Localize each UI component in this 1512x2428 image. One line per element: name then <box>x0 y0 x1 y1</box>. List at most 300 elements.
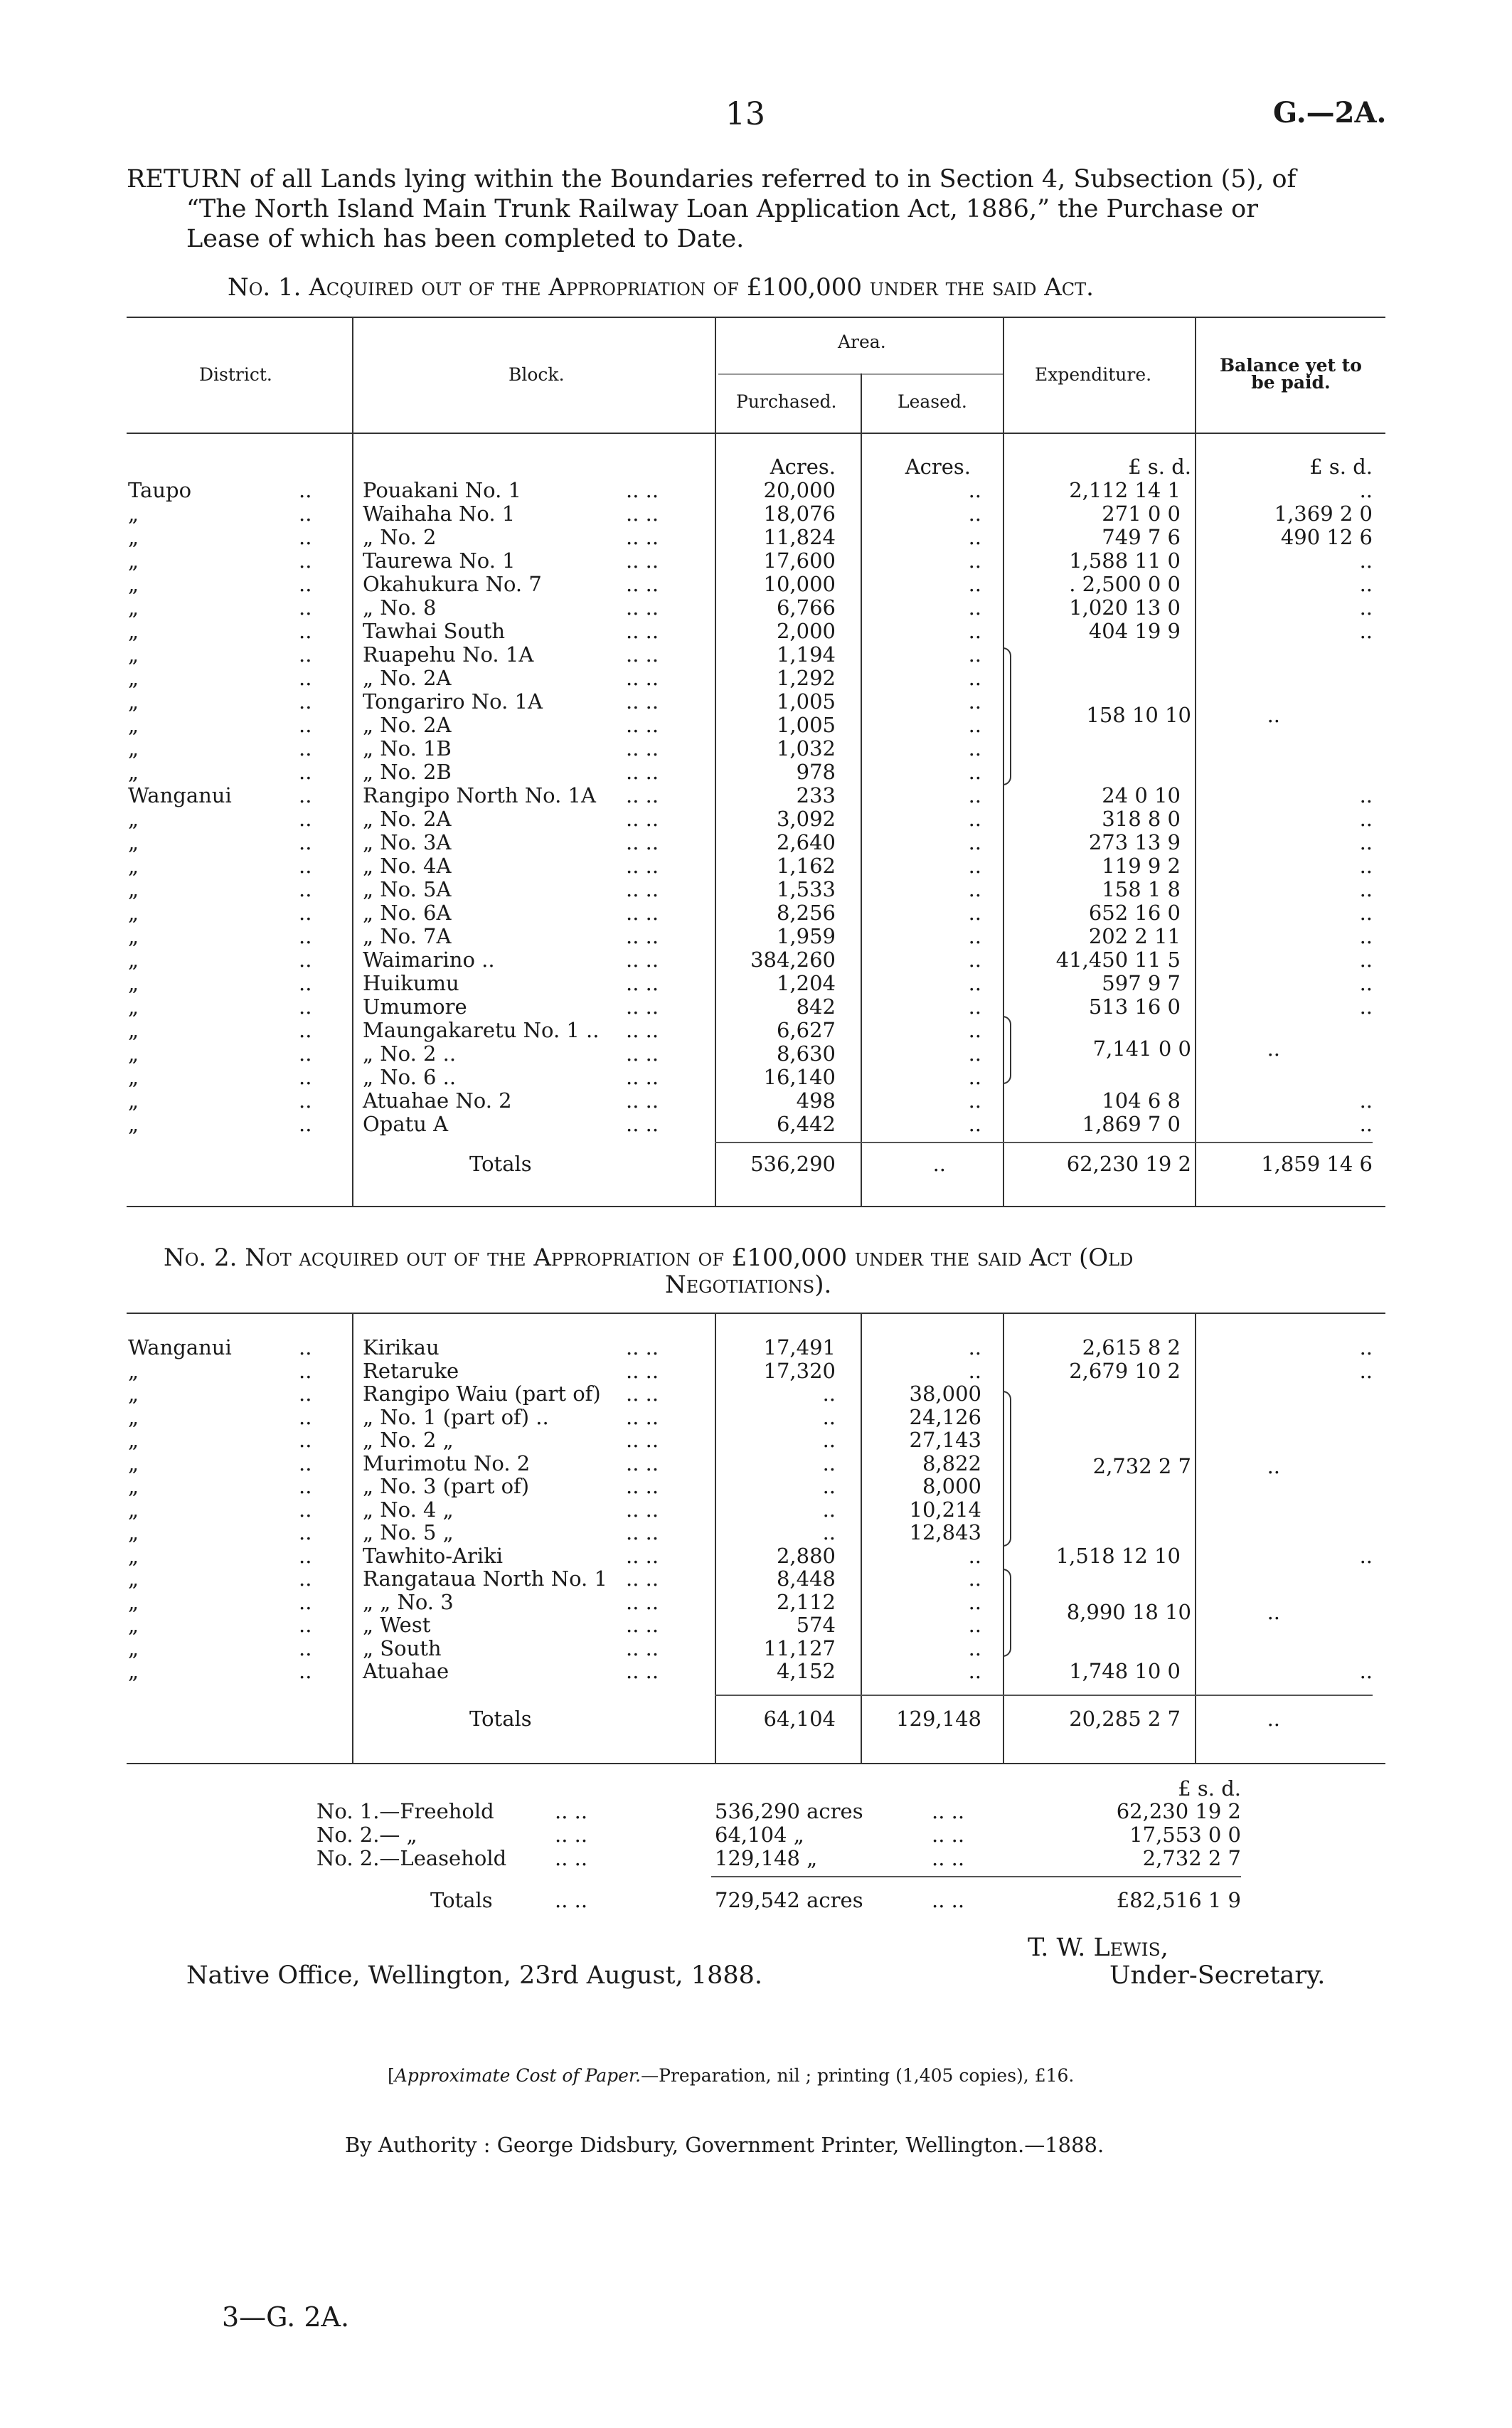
summary-label: No. 2.— „ <box>316 1823 417 1847</box>
cell-purchased: 8,256 <box>776 901 836 925</box>
cell-purchased: 1,005 <box>776 713 836 737</box>
leader-dots: .. .. <box>932 1823 965 1847</box>
cell-purchased: 2,000 <box>776 619 836 643</box>
cell-leased: .. <box>968 1659 981 1683</box>
cell-leased: .. <box>968 1112 981 1136</box>
leader-dots: .. .. <box>626 971 659 995</box>
cell-leased: 38,000 <box>909 1382 981 1406</box>
page-number: 13 <box>725 96 765 132</box>
leader-dots: .. .. <box>626 1088 659 1113</box>
leader-dots: .. <box>299 901 312 925</box>
cell-balance: .. <box>1359 901 1373 925</box>
cell-balance: .. <box>1359 1659 1373 1683</box>
table1-row <box>0 479 1512 502</box>
leader-dots: .. .. <box>626 1041 659 1066</box>
leader-dots: .. <box>299 572 312 596</box>
leader-dots: .. <box>299 1543 312 1568</box>
cell-district: „ <box>128 548 139 573</box>
cell-leased: .. <box>968 783 981 807</box>
cell-leased: 10,214 <box>909 1497 981 1522</box>
leader-dots: .. <box>299 1520 312 1544</box>
leader-dots: .. .. <box>626 1659 659 1683</box>
table2-row <box>0 1498 1512 1522</box>
group-expenditure: 7,141 0 0 <box>1092 1037 1191 1061</box>
table1-row <box>0 1113 1512 1136</box>
cell-balance: 490 12 6 <box>1280 525 1373 549</box>
cell-district: „ <box>128 1659 139 1683</box>
leader-dots: .. .. <box>626 1018 659 1042</box>
cell-block: „ No. 2B <box>363 760 452 784</box>
summary-acres: 536,290 acres <box>715 1799 863 1823</box>
cell-block: „ No. 2 <box>363 525 437 549</box>
cell-purchased: .. <box>822 1428 836 1452</box>
cell-block: „ No. 3 (part of) <box>363 1474 530 1498</box>
totals-leased: 129,148 <box>896 1707 981 1731</box>
cell-district: „ <box>128 995 139 1019</box>
cell-expenditure: 1,020 13 0 <box>1069 595 1181 620</box>
cell-block: Umumore <box>363 995 467 1019</box>
leader-dots: .. .. <box>626 572 659 596</box>
table1-top-rule <box>127 317 1385 318</box>
cell-purchased: 17,320 <box>763 1358 836 1383</box>
cell-purchased: 2,640 <box>776 830 836 854</box>
cell-purchased: 6,766 <box>776 595 836 620</box>
cell-leased: 27,143 <box>909 1428 981 1452</box>
cell-district: „ <box>128 595 139 620</box>
leader-dots: .. <box>299 1474 312 1498</box>
leader-dots: .. .. <box>626 1404 659 1429</box>
table1-row <box>0 620 1512 643</box>
title-line-2: “The North Island Main Trunk Railway Loan Application Act, 1886,” the Purchase or <box>186 195 1258 223</box>
leader-dots: .. .. <box>555 1799 588 1823</box>
cell-leased: 24,126 <box>909 1404 981 1429</box>
leader-dots: .. <box>299 1112 312 1136</box>
table2-row <box>0 1382 1512 1406</box>
leader-dots: .. .. <box>626 877 659 901</box>
cell-district: „ <box>128 901 139 925</box>
cell-block: Tawhai South <box>363 619 505 643</box>
summary-rule <box>711 1876 1241 1877</box>
title-line-3: Lease of which has been completed to Date. <box>186 225 745 253</box>
cell-expenditure: 119 9 2 <box>1102 854 1181 878</box>
summary-row <box>0 1847 1512 1870</box>
leader-dots: .. .. <box>626 525 659 549</box>
cell-block: Pouakani No. 1 <box>363 478 522 502</box>
leader-dots: .. <box>299 1636 312 1660</box>
cell-block: Waimarino .. <box>363 948 495 972</box>
leader-dots: .. <box>299 1659 312 1683</box>
cell-leased: .. <box>968 854 981 878</box>
table1-row <box>0 925 1512 948</box>
leader-dots: .. <box>299 1451 312 1475</box>
cell-purchased: 1,194 <box>776 642 836 667</box>
table1-row <box>0 784 1512 807</box>
cell-expenditure: 513 16 0 <box>1088 995 1181 1019</box>
table1-row <box>0 526 1512 549</box>
leader-dots: .. <box>299 548 312 573</box>
cell-district: „ <box>128 713 139 737</box>
leader-dots: .. .. <box>626 854 659 878</box>
cell-district: „ <box>128 1428 139 1452</box>
summary-row <box>0 1823 1512 1847</box>
totals-expenditure: 20,285 2 7 <box>1069 1707 1181 1731</box>
cell-block: „ No. 2 „ <box>363 1428 454 1452</box>
cell-purchased: .. <box>822 1474 836 1498</box>
cell-leased: 8,000 <box>922 1474 981 1498</box>
table2-top-rule <box>127 1313 1385 1314</box>
table1-row <box>0 502 1512 526</box>
section-2-title-l1: No. 2. Not acquired out of the Appropriation of £100,000 under the said Act (Old <box>164 1244 1134 1272</box>
cell-block: „ No. 8 <box>363 595 437 620</box>
cell-expenditure: 202 2 11 <box>1088 924 1181 948</box>
cell-purchased: 20,000 <box>763 478 836 502</box>
cell-purchased: 8,448 <box>776 1566 836 1591</box>
cell-district: „ <box>128 1566 139 1591</box>
leader-dots: .. .. <box>626 736 659 760</box>
cell-expenditure: 318 8 0 <box>1102 807 1181 831</box>
title-line-1: RETURN of all Lands lying within the Boundaries referred to in Section 4, Subsection (5), of <box>127 165 1297 194</box>
unit-acres-purchased: Acres. <box>770 455 836 479</box>
sheet-mark: 3—G. 2A. <box>222 2301 350 2333</box>
table2-row <box>0 1637 1512 1660</box>
summary-totals-amount: £82,516 1 9 <box>1116 1888 1241 1912</box>
leader-dots: .. .. <box>626 1065 659 1089</box>
leader-dots: .. <box>299 1497 312 1522</box>
cell-balance: .. <box>1359 924 1373 948</box>
cell-purchased: 11,127 <box>763 1636 836 1660</box>
cell-block: „ South <box>363 1636 442 1660</box>
leader-dots: .. <box>299 971 312 995</box>
leader-dots: .. .. <box>626 478 659 502</box>
cell-district: „ <box>128 854 139 878</box>
table1-row <box>0 807 1512 831</box>
cell-leased: .. <box>968 1018 981 1042</box>
cell-leased: .. <box>968 548 981 573</box>
leader-dots: .. <box>299 478 312 502</box>
leader-dots: .. <box>299 525 312 549</box>
cell-district: Wanganui <box>128 1335 232 1359</box>
cell-leased: .. <box>968 1358 981 1383</box>
leader-dots: .. <box>299 924 312 948</box>
leader-dots: .. <box>299 1335 312 1359</box>
cell-purchased: 18,076 <box>763 502 836 526</box>
leader-dots: .. <box>299 666 312 690</box>
summary-row <box>0 1800 1512 1823</box>
group-expenditure: 2,732 2 7 <box>1092 1454 1191 1478</box>
leader-dots: .. <box>299 1404 312 1429</box>
cell-purchased: 1,533 <box>776 877 836 901</box>
cell-block: Taurewa No. 1 <box>363 548 516 573</box>
cell-leased: .. <box>968 760 981 784</box>
cell-leased: .. <box>968 1543 981 1568</box>
table2-row <box>0 1544 1512 1568</box>
leader-dots: .. .. <box>626 948 659 972</box>
col-header-expenditure: Expenditure. <box>1035 364 1152 385</box>
cell-expenditure: 273 13 9 <box>1088 830 1181 854</box>
cell-purchased: 1,292 <box>776 666 836 690</box>
group-balance: .. <box>1267 703 1280 727</box>
cell-block: Atuahae <box>363 1659 449 1683</box>
leader-dots: .. .. <box>626 1543 659 1568</box>
cell-balance: .. <box>1359 807 1373 831</box>
summary-totals-label: Totals <box>430 1888 493 1912</box>
cell-block: „ „ No. 3 <box>363 1589 454 1614</box>
summary-label: No. 1.—Freehold <box>316 1799 494 1823</box>
section-1-title: No. 1. Acquired out of the Appropriation of £100,000 under the said Act. <box>228 273 1094 302</box>
cell-balance: .. <box>1359 877 1373 901</box>
cell-leased: 12,843 <box>909 1520 981 1544</box>
cell-expenditure: 2,615 8 2 <box>1082 1335 1181 1359</box>
cell-district: „ <box>128 1474 139 1498</box>
cell-block: „ No. 2A <box>363 713 452 737</box>
leader-dots: .. .. <box>626 713 659 737</box>
col-header-leased: Leased. <box>898 391 967 412</box>
table2-group-1 <box>0 1455 1512 1478</box>
table2-row <box>0 1336 1512 1359</box>
leader-dots: .. <box>299 995 312 1019</box>
leader-dots: .. .. <box>626 595 659 620</box>
totals-expenditure: 62,230 19 2 <box>1066 1152 1191 1176</box>
leader-dots: .. <box>299 1382 312 1406</box>
cell-block: Tongariro No. 1A <box>363 689 543 714</box>
table1-row <box>0 948 1512 972</box>
cell-district: „ <box>128 877 139 901</box>
leader-dots: .. .. <box>626 1474 659 1498</box>
cell-balance: .. <box>1359 995 1373 1019</box>
cell-purchased: 6,627 <box>776 1018 836 1042</box>
col-header-district: District. <box>199 364 272 385</box>
group-expenditure: 8,990 18 10 <box>1066 1600 1191 1624</box>
cost-bracket: [ <box>388 2065 395 2086</box>
cell-leased: .. <box>968 995 981 1019</box>
col-header-area: Area. <box>838 332 886 352</box>
unit-money-expenditure: £ s. d. <box>1128 455 1191 479</box>
cost-note <box>388 2065 1074 2086</box>
cell-block: Rangataua North No. 1 <box>363 1566 607 1591</box>
cell-block: Maungakaretu No. 1 .. <box>363 1018 600 1042</box>
cell-district: „ <box>128 1520 139 1544</box>
cost-note-italic: Approximate Cost of Paper. <box>394 2065 641 2086</box>
cell-purchased: 1,204 <box>776 971 836 995</box>
cell-district: „ <box>128 1041 139 1066</box>
cell-expenditure: 749 7 6 <box>1102 525 1181 549</box>
cell-purchased: 17,600 <box>763 548 836 573</box>
table1-bottom-rule <box>127 1206 1385 1207</box>
leader-dots: .. .. <box>555 1846 588 1870</box>
cell-purchased: 498 <box>796 1088 836 1113</box>
leader-dots: .. <box>299 619 312 643</box>
cell-block: „ No. 5 „ <box>363 1520 454 1544</box>
cell-expenditure: 597 9 7 <box>1102 971 1181 995</box>
cell-leased: .. <box>968 478 981 502</box>
leader-dots: .. <box>299 502 312 526</box>
table1-totals-row <box>0 1152 1512 1176</box>
leader-dots: .. .. <box>626 548 659 573</box>
summary-dots: .. .. <box>932 1888 965 1912</box>
leader-dots: .. .. <box>626 1589 659 1614</box>
cell-purchased: .. <box>822 1404 836 1429</box>
table1-row <box>0 760 1512 784</box>
cell-purchased: 11,824 <box>763 525 836 549</box>
leader-dots: .. .. <box>932 1799 965 1823</box>
cell-purchased: 1,032 <box>776 736 836 760</box>
leader-dots: .. .. <box>626 502 659 526</box>
cell-leased: .. <box>968 1636 981 1660</box>
cell-balance: .. <box>1359 595 1373 620</box>
cell-expenditure: 404 19 9 <box>1088 619 1181 643</box>
cell-block: „ West <box>363 1613 431 1637</box>
cell-expenditure: 1,748 10 0 <box>1069 1659 1181 1683</box>
leader-dots: .. <box>299 877 312 901</box>
cell-district: „ <box>128 1613 139 1637</box>
cell-block: „ No. 1 (part of) .. <box>363 1404 549 1429</box>
leader-dots: .. .. <box>626 666 659 690</box>
cell-leased: .. <box>968 1088 981 1113</box>
cell-expenditure: 271 0 0 <box>1102 502 1181 526</box>
unit-acres-leased: Acres. <box>905 455 971 479</box>
totals-balance: .. <box>1267 1707 1280 1731</box>
cell-district: „ <box>128 619 139 643</box>
cell-purchased: 6,442 <box>776 1112 836 1136</box>
cell-block: „ No. 4A <box>363 854 452 878</box>
table1-row <box>0 831 1512 854</box>
cell-balance: .. <box>1359 1543 1373 1568</box>
leader-dots: .. .. <box>626 901 659 925</box>
cell-balance: .. <box>1359 971 1373 995</box>
leader-dots: .. .. <box>626 1520 659 1544</box>
cell-purchased: 2,112 <box>776 1589 836 1614</box>
cell-leased: .. <box>968 666 981 690</box>
summary-amount: 62,230 19 2 <box>1116 1799 1241 1823</box>
cell-leased: .. <box>968 502 981 526</box>
cell-district: Wanganui <box>128 783 232 807</box>
totals-purchased: 64,104 <box>763 1707 836 1731</box>
leader-dots: .. <box>299 736 312 760</box>
leader-dots: .. <box>299 1428 312 1452</box>
leader-dots: .. <box>299 1566 312 1591</box>
leader-dots: .. <box>299 713 312 737</box>
leader-dots: .. .. <box>626 995 659 1019</box>
cell-block: „ No. 7A <box>363 924 452 948</box>
table1-row <box>0 901 1512 925</box>
signature-title: Under-Secretary. <box>1109 1961 1326 1990</box>
cell-block: Kirikau <box>363 1335 440 1359</box>
leader-dots: .. <box>299 948 312 972</box>
cell-purchased: 4,152 <box>776 1659 836 1683</box>
signature-place-date: Native Office, Wellington, 23rd August, 1888. <box>186 1961 763 1990</box>
table1-row <box>0 972 1512 995</box>
cell-district: „ <box>128 1589 139 1614</box>
leader-dots: .. .. <box>626 1497 659 1522</box>
totals-label: Totals <box>469 1707 532 1731</box>
cell-expenditure: 652 16 0 <box>1088 901 1181 925</box>
leader-dots: .. <box>299 807 312 831</box>
table1-row <box>0 1089 1512 1113</box>
totals-label: Totals <box>469 1152 532 1176</box>
cell-balance: .. <box>1359 1112 1373 1136</box>
cell-block: Murimotu No. 2 <box>363 1451 531 1475</box>
cell-district: „ <box>128 807 139 831</box>
cell-block: Okahukura No. 7 <box>363 572 542 596</box>
leader-dots: .. .. <box>555 1823 588 1847</box>
cell-purchased: .. <box>822 1520 836 1544</box>
cell-district: „ <box>128 1065 139 1089</box>
leader-dots: .. .. <box>626 760 659 784</box>
summary-amount: 2,732 2 7 <box>1142 1846 1241 1870</box>
cost-note-rest: —Preparation, nil ; printing (1,405 copies), £16. <box>641 2065 1075 2086</box>
totals-balance: 1,859 14 6 <box>1261 1152 1373 1176</box>
cell-block: „ No. 2 .. <box>363 1041 457 1066</box>
leader-dots: .. <box>299 1358 312 1383</box>
leader-dots: .. <box>299 1018 312 1042</box>
authority-line: By Authority : George Didsbury, Government Printer, Wellington.—1888. <box>345 2133 1104 2157</box>
cell-district: „ <box>128 1497 139 1522</box>
col-header-block: Block. <box>509 364 565 385</box>
table2-row <box>0 1359 1512 1383</box>
table2-group-2 <box>0 1601 1512 1624</box>
document-code: G.—2A. <box>1273 96 1387 129</box>
cell-district: „ <box>128 1018 139 1042</box>
table1-row <box>0 667 1512 690</box>
table1-row <box>0 596 1512 620</box>
leader-dots: .. .. <box>626 1382 659 1406</box>
cell-balance: .. <box>1359 1358 1373 1383</box>
cell-purchased: 16,140 <box>763 1065 836 1089</box>
cell-expenditure: 1,588 11 0 <box>1069 548 1181 573</box>
cell-district: „ <box>128 1358 139 1383</box>
leader-dots: .. <box>299 1589 312 1614</box>
leader-dots: .. .. <box>932 1846 965 1870</box>
leader-dots: .. <box>299 1041 312 1066</box>
leader-dots: .. <box>299 830 312 854</box>
col-header-balance <box>1202 357 1380 391</box>
leader-dots: .. .. <box>626 830 659 854</box>
cell-block: Huikumu <box>363 971 459 995</box>
leader-dots: .. .. <box>626 807 659 831</box>
cell-leased: .. <box>968 572 981 596</box>
cell-leased: .. <box>968 642 981 667</box>
table1-row <box>0 854 1512 878</box>
cell-balance: .. <box>1359 572 1373 596</box>
table2-row <box>0 1660 1512 1683</box>
cell-block: „ No. 6A <box>363 901 452 925</box>
cell-purchased: 1,005 <box>776 689 836 714</box>
cell-block: Rangipo North No. 1A <box>363 783 596 807</box>
cell-leased: .. <box>968 807 981 831</box>
cell-block: Retaruke <box>363 1358 459 1383</box>
cell-block: „ No. 3A <box>363 830 452 854</box>
cell-balance: .. <box>1359 619 1373 643</box>
cell-leased: .. <box>968 1613 981 1637</box>
cell-leased: .. <box>968 736 981 760</box>
summary-totals-row <box>0 1889 1512 1912</box>
leader-dots: .. <box>299 689 312 714</box>
table1-row <box>0 549 1512 573</box>
leader-dots: .. <box>299 1613 312 1637</box>
cell-district: „ <box>128 525 139 549</box>
leader-dots: .. <box>299 854 312 878</box>
table1-row <box>0 1066 1512 1089</box>
table1-row <box>0 643 1512 667</box>
leader-dots: .. <box>299 760 312 784</box>
cell-expenditure: 1,869 7 0 <box>1082 1112 1181 1136</box>
units-row <box>0 455 1512 479</box>
cell-block: „ No. 1B <box>363 736 452 760</box>
leader-dots: .. .. <box>626 1613 659 1637</box>
cell-leased: .. <box>968 924 981 948</box>
group-balance: .. <box>1267 1037 1280 1061</box>
cell-purchased: .. <box>822 1451 836 1475</box>
